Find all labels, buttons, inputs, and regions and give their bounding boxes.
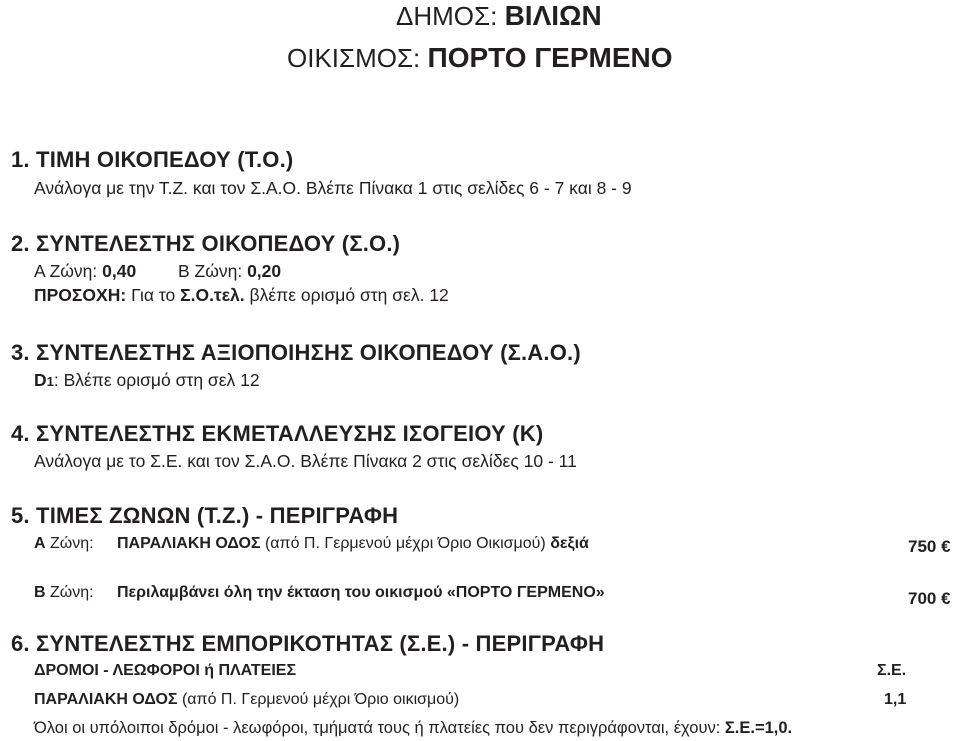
zone-b-row-label: Ζώνη: <box>50 584 94 601</box>
footer-value: Σ.Ε.=1,0. <box>724 719 793 737</box>
commerciality-footer <box>34 719 792 738</box>
commerciality-row-bold: ΠΑΡΑΛΙΑΚΗ ΟΔΟΣ <box>34 691 178 708</box>
zone-b-row <box>34 584 94 602</box>
section-5-title: 5. ΤΙΜΕΣ ΖΩΝΩΝ (Τ.Ζ.) - ΠΕΡΙΓΡΑΦΗ <box>11 503 399 528</box>
section-6-title: 6. ΣΥΝΤΕΛΕΣΤΗΣ ΕΜΠΟΡΙΚΟΤΗΤΑΣ (Σ.Ε.) - ΠΕΡΙΓΡΑΦΗ <box>11 631 605 656</box>
zone-a-price <box>908 537 951 557</box>
zone-b-price <box>908 589 951 609</box>
footer-text: Όλοι οι υπόλοιποι δρόμοι - λεωφόροι, τμήματά τους ή πλατείες που δεν περιγράφονται, έχουν: <box>34 719 721 737</box>
zone-a-row-label: Ζώνη: <box>50 535 94 552</box>
municipality-value: ΒΙΛΙΩΝ <box>504 0 602 31</box>
zone-b-value: 0,20 <box>247 261 282 281</box>
section-4-title: 4. ΣΥΝΤΕΛΕΣΤΗΣ ΕΚΜΕΤΑΛΛΕΥΣΗΣ ΙΣΟΓΕΙΟΥ (Κ) <box>11 421 544 446</box>
note-text-1: Για το <box>131 285 176 305</box>
municipality-label: ΔΗΜΟΣ: <box>396 1 498 31</box>
zone-b-letter: Β <box>34 584 46 601</box>
zone-a-description <box>117 535 589 553</box>
section-4-text: Ανάλογα με το Σ.Ε. και τον Σ.Α.Ο. Βλέπε Πίνακα 2 στις σελίδες 10 - 11 <box>34 451 577 471</box>
note-label: ΠΡΟΣΟΧΗ: <box>34 285 127 305</box>
commerciality-row-normal: (από Π. Γερμενού μέχρι Όριο οικισμού) <box>181 691 460 708</box>
note-bold: Σ.Ο.τελ. <box>180 285 245 305</box>
d-text: : Βλέπε ορισμό στη σελ 12 <box>53 370 260 390</box>
commerciality-col-header: ΔΡΟΜΟΙ - ΛΕΩΦΟΡΟΙ ή ΠΛΑΤΕΙΕΣ <box>34 662 297 679</box>
municipality-line <box>396 0 602 32</box>
section-2-note <box>34 285 449 306</box>
zone-b-label: Β Ζώνη: <box>177 261 243 281</box>
zone-b-description <box>117 584 605 602</box>
settlement-line <box>287 42 673 74</box>
section-2-title: 2. ΣΥΝΤΕΛΕΣΤΗΣ ΟΙΚΟΠΕΔΟΥ (Σ.Ο.) <box>11 231 401 256</box>
zone-a-value: 0,40 <box>102 261 137 281</box>
zone-a-price-value: 750 <box>908 537 937 556</box>
zone-a-letter: Α <box>34 535 46 552</box>
d-label: D1 <box>34 370 54 390</box>
euro-icon: € <box>941 589 951 608</box>
section-1-text: Ανάλογα με την Τ.Ζ. και τον Σ.Α.Ο. Βλέπε Πίνακα 1 στις σελίδες 6 - 7 και 8 - 9 <box>34 178 632 198</box>
commerciality-row-value: 1,1 <box>884 691 907 708</box>
zone-a-desc-bold: ΠΑΡΑΛΙΑΚΗ ΟΔΟΣ <box>117 535 261 552</box>
commerciality-value-header: Σ.Ε. <box>877 662 907 679</box>
zone-b-price-value: 700 <box>908 589 937 608</box>
zone-a-row <box>34 535 94 553</box>
settlement-value: ΠΟΡΤΟ ΓΕΡΜΕΝΟ <box>427 42 673 73</box>
section-3-text <box>34 370 260 391</box>
zone-b-desc-bold: Περιλαμβάνει όλη την έκταση του οικισμού «ΠΟΡΤΟ ΓΕΡΜΕΝΟ» <box>117 584 605 601</box>
zone-a-desc-bold-end: δεξιά <box>550 535 589 552</box>
d-sub: 1 <box>46 374 54 389</box>
section-1-title: 1. ΤΙΜΗ ΟΙΚΟΠΕΔΟΥ (Τ.Ο.) <box>11 147 294 172</box>
settlement-label: ΟΙΚΙΣΜΟΣ: <box>287 43 421 73</box>
section-3-title: 3. ΣΥΝΤΕΛΕΣΤΗΣ ΑΞΙΟΠΟΙΗΣΗΣ ΟΙΚΟΠΕΔΟΥ (Σ.Α.Ο.) <box>11 340 581 365</box>
zone-a-label: Α Ζώνη: <box>34 261 98 281</box>
euro-icon: € <box>941 537 951 556</box>
note-text-2: βλέπε ορισμό στη σελ. 12 <box>249 285 449 305</box>
commerciality-row <box>34 691 459 709</box>
zone-a-desc-normal: (από Π. Γερμενού μέχρι Όριο Οικισμού) <box>264 535 546 552</box>
section-2-zones <box>34 261 281 282</box>
